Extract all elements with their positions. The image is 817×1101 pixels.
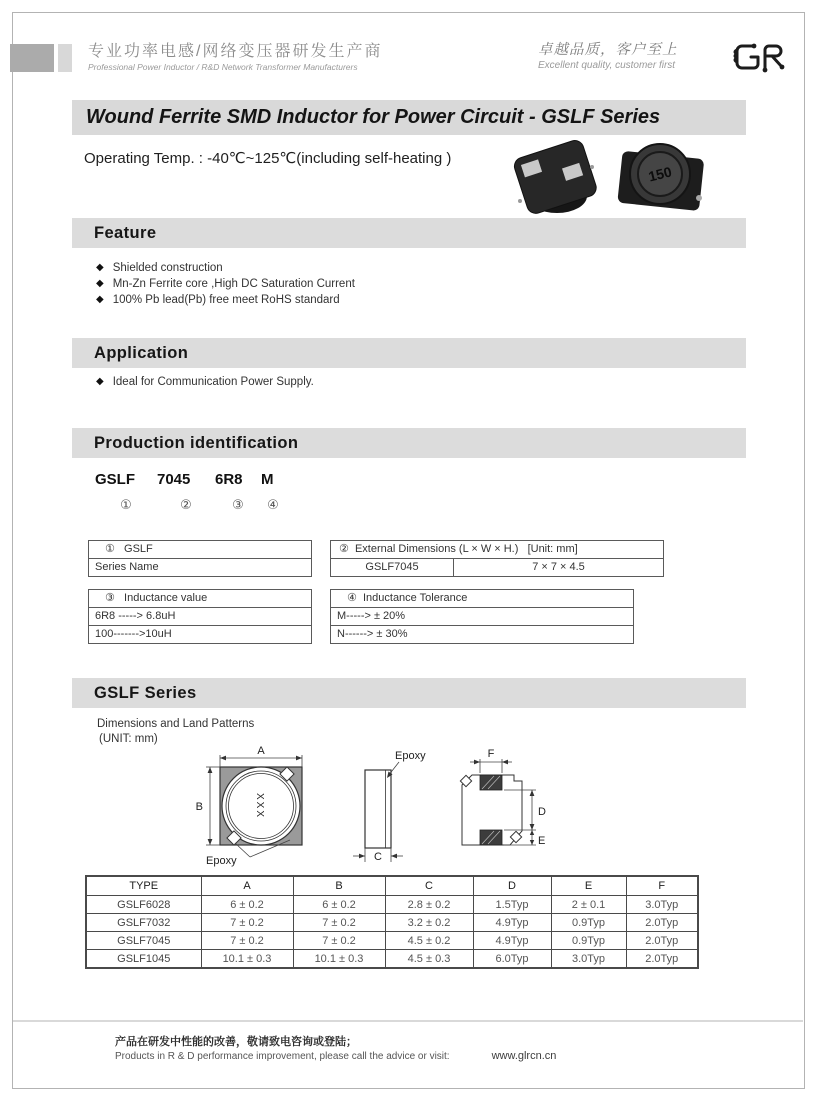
operating-temp-text: Operating Temp. : -40℃~125℃(including self-heating ) (84, 150, 452, 167)
bullet-item-text: Mn-Zn Ferrite core ,High DC Saturation Current (112, 278, 355, 290)
dim-label-e: E (538, 835, 546, 847)
application-section-banner (72, 338, 746, 368)
type-cell: GSLF1045 (86, 950, 201, 969)
value-cell: 4.9Typ (473, 932, 551, 950)
table-row (86, 896, 698, 914)
table-row (86, 932, 698, 950)
bullet-item (96, 276, 355, 292)
inductance-tolerance-row1: M-----> ± 20% (331, 607, 633, 625)
value-cell: 7 ± 0.2 (293, 932, 385, 950)
dim-label-f: F (487, 748, 495, 760)
inductor-marking-placeholder: XXX (254, 792, 265, 820)
header-dark-square (10, 44, 54, 72)
company-tagline-en: Professional Power Inductor / R&D Network Transformer Manufacturers (88, 62, 358, 72)
dimension-diagrams (150, 745, 590, 870)
title-banner (72, 100, 746, 135)
bullet-item (96, 374, 314, 390)
diamond-bullet-icon: ◆ (96, 376, 104, 387)
inductance-value-row1: 6R8 -----> 6.8uH (89, 607, 311, 625)
column-header: A (201, 876, 293, 896)
part-number-codes (95, 471, 285, 488)
company-slogan-en: Excellent quality, customer first (538, 60, 676, 71)
inductance-tolerance-header: ④ Inductance Tolerance (347, 592, 468, 604)
type-cell: GSLF7045 (86, 932, 201, 950)
value-cell: 2.0Typ (626, 932, 698, 950)
dim-label-b: B (195, 801, 203, 813)
value-cell: 7 ± 0.2 (201, 914, 293, 932)
diamond-bullet-icon: ◆ (96, 294, 104, 305)
circled-4: ④ (267, 497, 279, 512)
value-cell: 10.1 ± 0.3 (293, 950, 385, 969)
value-cell: 4.5 ± 0.2 (385, 932, 473, 950)
dimensions-unit-note: (UNIT: mm) (99, 733, 158, 745)
epoxy-label-top-view: Epoxy (206, 855, 237, 867)
column-header: F (626, 876, 698, 896)
column-header: B (293, 876, 385, 896)
inductance-tolerance-table (330, 589, 634, 644)
circled-1: ① (120, 497, 132, 512)
dim-label-c: C (374, 851, 382, 863)
dimensions-table (85, 875, 699, 969)
column-header: C (385, 876, 473, 896)
feature-list (96, 260, 355, 308)
part-number-series: GSLF (95, 471, 135, 488)
column-header: TYPE (86, 876, 201, 896)
column-header: D (473, 876, 551, 896)
circled-2: ② (180, 497, 192, 512)
series-section-banner (72, 678, 746, 708)
external-dimensions-part: GSLF7045 (331, 559, 454, 576)
part-number-tolerance: M (261, 471, 274, 488)
table-row (86, 914, 698, 932)
inductor-marking-text: 150 (646, 163, 674, 185)
external-dimensions-table (330, 540, 664, 577)
value-cell: 0.9Typ (551, 932, 626, 950)
part-number-size: 7045 (157, 471, 191, 488)
value-cell: 2.0Typ (626, 914, 698, 932)
feature-section-title: Feature (94, 224, 157, 242)
production-section-title: Production identification (94, 434, 299, 452)
value-cell: 4.9Typ (473, 914, 551, 932)
part-number-marks (95, 497, 285, 513)
top-view-diagram (196, 745, 302, 867)
external-dimensions-header: ② External Dimensions (L × W × H.) [Unit: mm] (339, 543, 578, 555)
value-cell: 0.9Typ (551, 914, 626, 932)
series-section-title: GSLF Series (94, 684, 197, 702)
application-list (96, 374, 314, 390)
value-cell: 6 ± 0.2 (201, 896, 293, 914)
footer-divider (13, 1020, 803, 1022)
inductor-bottom-photo (505, 140, 605, 223)
production-section-banner (72, 428, 746, 458)
value-cell: 1.5Typ (473, 896, 551, 914)
application-section-title: Application (94, 344, 189, 362)
company-slogan-cn: 卓越品质，客户至上 (538, 42, 678, 58)
value-cell: 6.0Typ (473, 950, 551, 969)
value-cell: 3.0Typ (626, 896, 698, 914)
bullet-item-text: Shielded construction (112, 262, 223, 274)
land-pattern-diagram (460, 748, 546, 847)
footer-note-cn: 产品在研发中性能的改善，敬请致电咨询或登陆； (115, 1036, 357, 1048)
bullet-item-text: Ideal for Communication Power Supply. (112, 376, 314, 388)
bullet-item-text: 100% Pb lead(Pb) free meet RoHS standard (112, 294, 340, 306)
feature-section-banner (72, 218, 746, 248)
bullet-item (96, 260, 355, 276)
value-cell: 10.1 ± 0.3 (201, 950, 293, 969)
diamond-bullet-icon: ◆ (96, 262, 104, 273)
dim-label-a: A (257, 745, 265, 757)
type-cell: GSLF6028 (86, 896, 201, 914)
inductance-value-header: ③ Inductance value (105, 592, 208, 604)
inductor-top-photo (612, 141, 712, 218)
type-cell: GSLF7032 (86, 914, 201, 932)
value-cell: 2.0Typ (626, 950, 698, 969)
company-tagline-cn: 专业功率电感/网络变压器研发生产商 (88, 43, 383, 60)
epoxy-label-side-view: Epoxy (395, 750, 426, 762)
value-cell: 4.5 ± 0.3 (385, 950, 473, 969)
inductance-value-row2: 100------->10uH (89, 625, 311, 643)
header-light-square (58, 44, 72, 72)
value-cell: 7 ± 0.2 (293, 914, 385, 932)
series-name-header: ① GSLF (105, 543, 153, 555)
series-name-value: Series Name (89, 558, 311, 576)
column-header: E (551, 876, 626, 896)
inductance-value-table (88, 589, 312, 644)
value-cell: 2 ± 0.1 (551, 896, 626, 914)
value-cell: 6 ± 0.2 (293, 896, 385, 914)
footer-note-en-text: Products in R & D performance improvement, please call the advice or visit: (115, 1051, 450, 1062)
value-cell: 3.2 ± 0.2 (385, 914, 473, 932)
diamond-bullet-icon: ◆ (96, 278, 104, 289)
side-view-diagram (353, 750, 426, 863)
inductance-tolerance-row2: N------> ± 30% (331, 625, 633, 643)
value-cell: 2.8 ± 0.2 (385, 896, 473, 914)
circled-3: ③ (232, 497, 244, 512)
company-logo-icon (728, 36, 790, 87)
series-name-table (88, 540, 312, 577)
value-cell: 3.0Typ (551, 950, 626, 969)
external-dimensions-size: 7 × 7 × 4.5 (532, 561, 585, 573)
dimensions-note: Dimensions and Land Patterns (97, 718, 255, 730)
dim-label-d: D (538, 806, 546, 818)
header-row (86, 876, 698, 896)
value-cell: 7 ± 0.2 (201, 932, 293, 950)
footer-note-en (115, 1050, 556, 1062)
table-row (86, 950, 698, 969)
bullet-item (96, 292, 355, 308)
page-title: Wound Ferrite SMD Inductor for Power Circuit - GSLF Series (86, 106, 661, 128)
website-link[interactable]: www.glrcn.cn (491, 1050, 557, 1062)
part-number-inductance: 6R8 (215, 471, 243, 488)
